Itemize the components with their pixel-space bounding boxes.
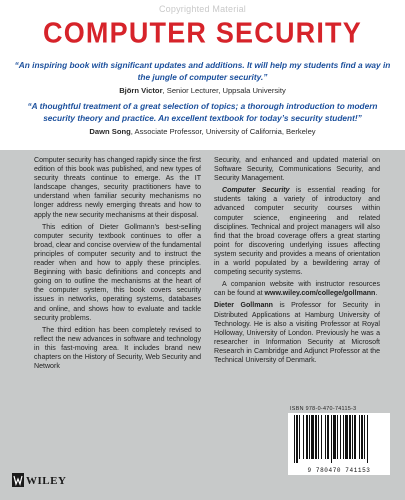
description-left-column: [34, 156, 201, 374]
book-title: COMPUTER SECURITY: [43, 17, 362, 49]
quote-text: “An inspiring book with significant updates and additions. It will help my students find a way in the jungle of computer security.”: [14, 60, 391, 82]
description-paragraph: Computer Security is essential reading for students taking a variety of introductory and advanced computer security courses within computer science, engineering and related disciplines. Technical and project managers will also find that the broad coverage offers a great starting point for discovering underlying issues affecting system security and provides a means of orientation in a world populated by a bewildering array of competing security systems.: [214, 187, 380, 277]
quote-attribution: [14, 127, 391, 137]
book-title-inline: Computer Security: [222, 187, 290, 195]
companion-website-url: www.wiley.com/college/gollmann: [264, 290, 376, 298]
barcode: [288, 413, 390, 475]
endorsement-quote-2: [14, 100, 391, 137]
copyright-watermark: Copyrighted Material: [158, 4, 247, 14]
quote-affiliation: , Associate Professor, University of California, Berkeley: [130, 127, 316, 136]
publisher-logo: [12, 471, 67, 491]
quote-affiliation: , Senior Lecturer, Uppsala University: [162, 86, 286, 95]
quote-text: “A thoughtful treatment of a great selection of topics; a thorough introduction to modern security theory and practice. An excellent textbook for today’s security student!”: [27, 101, 378, 123]
description-paragraph: Computer security has changed rapidly since the first edition of this book was published, and new types of security threats continue to emerge. As the IT landscape changes, security practitioners have to understand when familiar security mechanisms no longer address newly emerging threats and how to apply the new security mechanisms at their disposal.: [34, 157, 201, 219]
barcode-bars: [288, 413, 390, 465]
description-paragraph: Security, and enhanced and updated material on Software Security, Communications Security, and Security Management.: [214, 157, 380, 183]
description-paragraph: The third edition has been completely revised to reflect the new advances in software and technology in this fast-moving area. It includes brand new chapters on the History of Security, Web Security and Network: [34, 326, 201, 371]
author-bio: Dieter Gollmann is Professor for Security in Distributed Applications at Hamburg University of Technology. He is also a visiting Professor at Royal Holloway, University of London. Previously he was a researcher in Information Security at Microsoft Research in Cambridge and Adjunct Professor at the Technical University of Denmark.: [214, 302, 380, 364]
quote-author: Björn Victor: [119, 86, 163, 95]
companion-website-paragraph: A companion website with instructor resources can be found at www.wiley.com/college/gollmann.: [214, 281, 380, 298]
description-right-column: [214, 156, 380, 368]
isbn-label: ISBN 978-0-470-74115-3: [290, 406, 357, 412]
barcode-number: 9 780470 741153: [307, 467, 371, 474]
endorsement-quote-1: [14, 59, 391, 96]
cover-header: [0, 0, 405, 150]
quote-author: Dawn Song: [89, 127, 131, 136]
description-paragraph: This edition of Dieter Gollmann’s best-selling computer security textbook continues to offer a broad, clear and concise overview of the fundamental principles of computer security and to instruct the reader when and how to apply these principles. Beginning with basic definitions and concepts and going on to outline the mechanisms at the heart of the computer system, this book covers security issues in networks, operating systems, databases and online, and shows how to evaluate and tackle security problems.: [34, 223, 201, 322]
wiley-logo-icon: [12, 473, 24, 487]
author-name: Dieter Gollmann: [214, 302, 273, 310]
publisher-name: WILEY: [26, 475, 67, 487]
quote-attribution: [14, 86, 391, 96]
